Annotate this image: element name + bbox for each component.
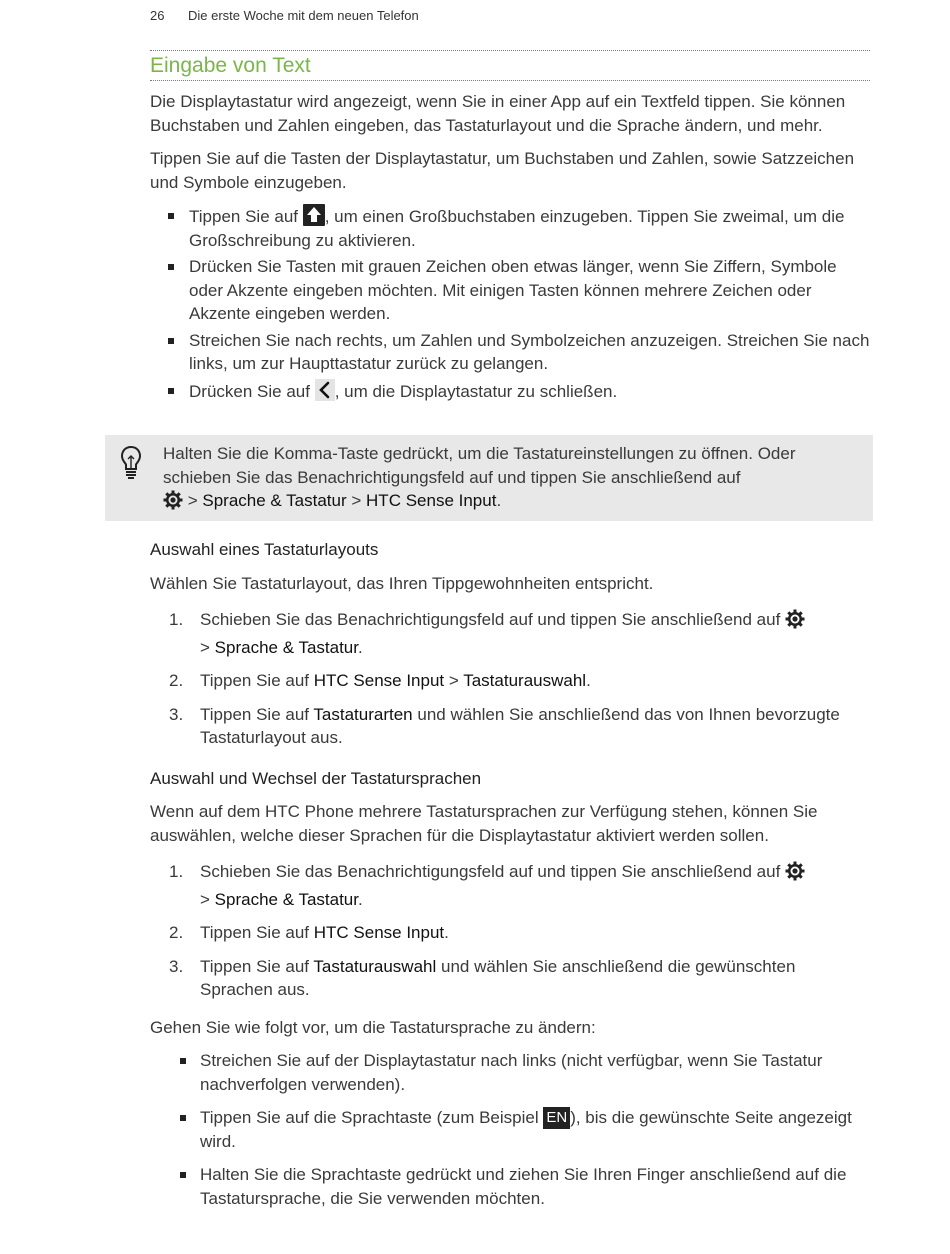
step-item: 1. Schieben Sie das Benachrichtigungsfeld auf und tippen Sie anschließend auf > Sprache & Tastatur. [150,860,872,911]
lightbulb-tip-icon [120,445,142,488]
layout-intro: Wählen Sie Tastaturlayout, das Ihren Tippgewohnheiten entspricht. [150,573,654,593]
chapter-title: Die erste Woche mit dem neuen Telefon [188,8,419,23]
lower-content [150,538,872,1220]
list-item: Tippen Sie auf , um einen Großbuchstaben einzugeben. Tippen Sie zweimal, um die Großschreibung zu aktivieren. [150,204,872,252]
settings-gear-icon [163,490,183,517]
language-intro: Wenn auf dem HTC Phone mehrere Tastatursprachen zur Verfügung stehen, können Sie auswählen, welche dieser Sprachen für die Displaytastatur aktiviert werden sollen. [150,802,818,845]
language-heading: Auswahl und Wechsel der Tastatursprachen [150,768,482,788]
title-bottom-rule [150,80,870,81]
settings-gear-icon [785,609,805,636]
step-item: 3. Tippen Sie auf Tastaturauswahl und wählen Sie anschließend die gewünschten Sprachen aus. [169,956,796,999]
list-item: Tippen Sie auf die Sprachtaste (zum Beispiel EN ), bis die gewünschte Seite angezeigt wird. [150,1106,872,1153]
page-header [150,8,419,23]
step-item: 2. Tippen Sie auf HTC Sense Input. [169,923,449,942]
list-item: Drücken Sie auf , um die Displaytastatur zu schließen. [150,379,872,404]
intro-paragraph-1: Die Displaytastatur wird angezeigt, wenn Sie in einer App auf ein Textfeld tippen. Sie können Buchstaben und Zahlen eingeben, das Tastaturlayout und die Sprache ändern, und mehr. [150,92,846,135]
settings-gear-icon [785,861,805,888]
list-item: Streichen Sie nach rechts, um Zahlen und Symbolzeichen anzuzeigen. Streichen Sie nach links, um zur Haupttastatur zurück zu gelangen. [150,329,872,376]
hide-keyboard-icon [315,379,335,401]
menu-path-htc-sense-input: HTC Sense Input [366,491,497,510]
language-key-icon: EN [543,1107,570,1129]
list-item: Halten Sie die Sprachtaste gedrückt und ziehen Sie Ihren Finger anschließend auf die Tastatursprache, die Sie verwenden möchten. [150,1163,872,1210]
change-language-intro: Gehen Sie wie folgt vor, um die Tastatursprache zu ändern: [150,1017,596,1037]
section-title: Eingabe von Text [150,54,311,77]
step-item: 3. Tippen Sie auf Tastaturarten und wählen Sie anschließend das von Ihnen bevorzugte Tastaturlayout aus. [169,704,840,747]
intro-content [150,90,872,415]
page-number: 26 [150,8,165,23]
tip-box [105,435,873,521]
layout-steps [150,608,872,750]
tip-text: Halten Sie die Komma-Taste gedrückt, um die Tastatureinstellungen zu öffnen. Oder schieben Sie das Benachrichtigungsfeld auf und tippen Sie anschließend auf > Sprache & Tastatur > HTC Sense Input. [163,442,853,517]
typing-tips-list [150,204,872,403]
title-top-rule [150,50,870,51]
layout-heading: Auswahl eines Tastaturlayouts [150,540,379,559]
step-item: 1. Schieben Sie das Benachrichtigungsfeld auf und tippen Sie anschließend auf > Sprache & Tastatur. [150,608,872,659]
intro-paragraph-2: Tippen Sie auf die Tasten der Displaytastatur, um Buchstaben und Zahlen, sowie Satzzeichen und Symbole einzugeben. [150,149,855,192]
shift-key-icon [303,204,325,226]
change-language-list [150,1049,872,1210]
menu-path-language: Sprache & Tastatur [202,491,347,510]
list-item: Drücken Sie Tasten mit grauen Zeichen oben etwas länger, wenn Sie Ziffern, Symbole oder Akzente eingeben möchten. Mit einigen Tasten können mehrere Zeichen oder Akzente eingeben werden. [150,255,872,326]
list-item: Streichen Sie auf der Displaytastatur nach links (nicht verfügbar, wenn Sie Tastatur nachverfolgen verwenden). [150,1049,872,1096]
language-steps [150,860,872,1002]
step-item: 2. Tippen Sie auf HTC Sense Input > Tastaturauswahl. [169,671,591,690]
